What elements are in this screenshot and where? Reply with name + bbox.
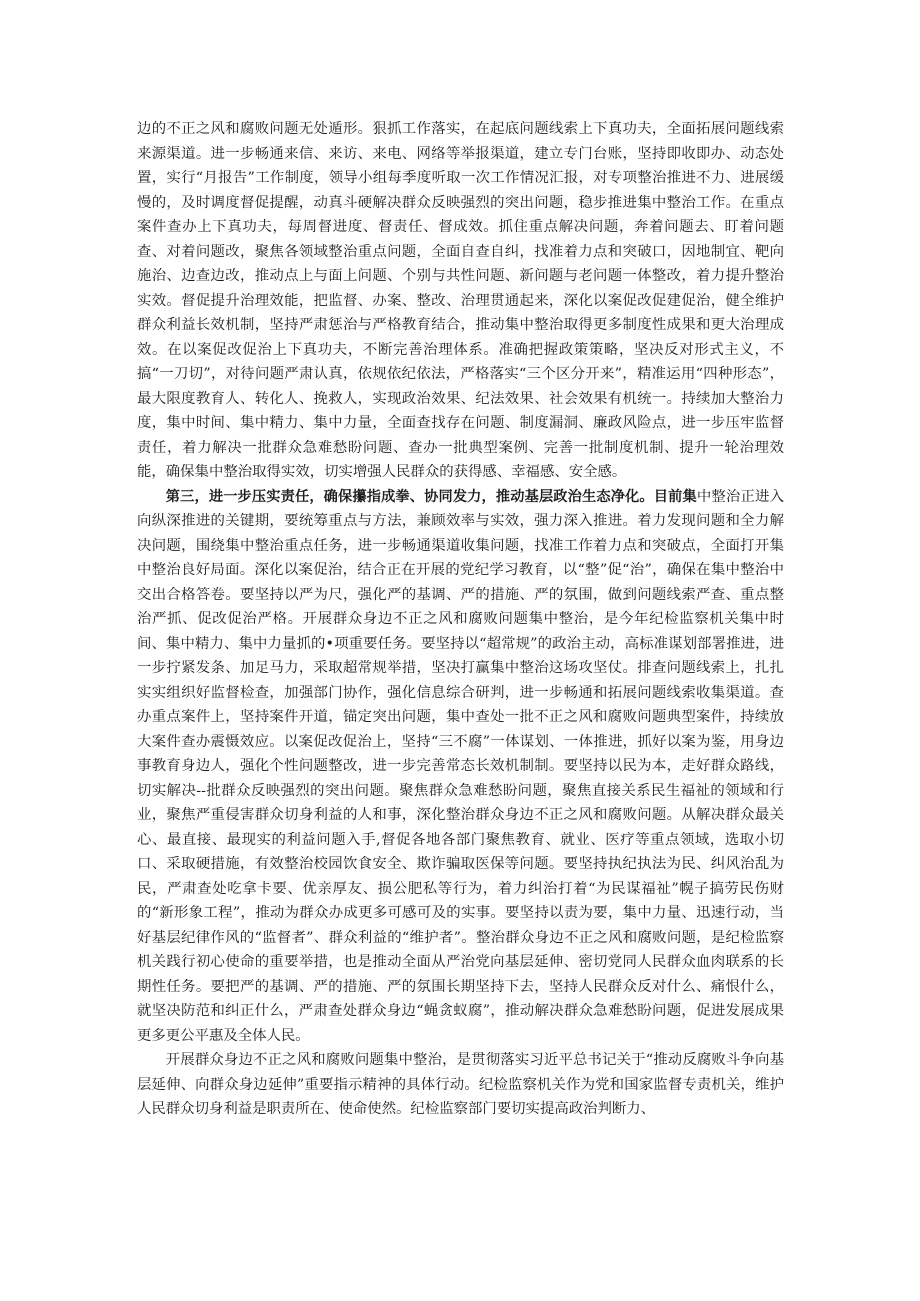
paragraph-2-lead: 第三，进一步压实责任，确保攥指成拳、协同发力，推动基层政治生态净化。目前集 [165, 488, 697, 505]
document-body [137, 117, 784, 1122]
paragraph-2-body: 中整治正进入向纵深推进的关键期，要统筹重点与方法，兼顾效率与实效，强力深入推进。着力发现问题和全力解决问题，围绕集中整治重点任务，进一步畅通渠道收集问题，找准工作着力点和突破点，全面打开集中整治良好局面。深化以案促治，结合正在开展的党纪学习教育，以“整”促“治”，确保在集中整治中交出合格答卷。要坚持以严为尺，强化严的基调、严的措施、严的氛围，做到问题线索严查、重点整治严抓、促改促治严格。开展群众身边不正之风和腐败问题集中整治，是今年纪检监察机关集中时间、集中精力、集中力量抓的•项重要任务。要坚持以“超常规”的政治主动，高标准谋划部署推进，进一步拧紧发条、加足马力，采取超常规举措，坚决打赢集中整治这场攻坚仗。排查问题线索上，扎扎实实组织好监督检查，加强部门协作，强化信息综合研判，进一步畅通和拓展问题线索收集渠道。查办重点案件上，坚持案件开道，锚定突出问题，集中查处一批不正之风和腐败问题典型案件，持续放大案件查办震慑效应。以案促改促治上，坚持“三不腐”一体谋划、一体推进，抓好以案为鉴，用身边事教育身边人，强化个性问题整改，进一步完善常态长效机制制。要坚持以民为本，走好群众路线，切实解决--批群众反映强烈的突出问题。聚焦群众急难愁盼问题，聚焦直接关系民生福祉的领域和行业，聚焦严重侵害群众切身利益的人和事，深化整治群众身边不正之风和腐败问题。从解决群众最关心、最直接、最现实的利益问题入手,督促各地各部门聚焦教育、就业、医疗等重点领域，选取小切口、采取硬措施，有效整治校园饮食安全、欺诈骗取医保等问题。要坚持执纪执法为民、纠风治乱为民，严肃查处吃拿卡要、优亲厚友、损公肥私等行为，着力纠治打着“为民谋福祉”幌子搞劳民伤财的“新形象工程”，推动为群众办成更多可感可及的实事。要坚持以责为要，集中力量、迅速行动，当好基层纪律作风的“监督者”、群众利益的“维护者”。整治群众身边不正之风和腐败问题，是纪检监察机关践行初心使命的重要举措，也是推动全面从严治党向基层延伸、密切党同人民群众血肉联系的长期性任务。要把严的基调、严的措施、严的氛围长期坚持下去，坚持人民群众反对什么、痛恨什么，就坚决防范和纠正什么，严肃查处群众身边“蝇贪蚁腐”，推动解决群众急难愁盼问题，促进发展成果更多更公平惠及全体人民。 [137, 488, 784, 1044]
paragraph-1: 边的不正之风和腐败问题无处遁形。狠抓工作落实，在起底问题线索上下真功夫，全面拓展问题线索来源渠道。进一步畅通来信、来访、来电、网络等举报渠道，建立专门台账，坚持即收即办、动态处置，实行“月报告”工作制度，领导小组每季度听取一次工作情况汇报，对专项整治推进不力、进展缓慢的，及时调度督促提醒，动真斗硬解决群众反映强烈的突出问题，稳步推进集中整治工作。在重点案件查办上下真功夫，每周督进度、督责任、督成效。抓住重点解决问题，奔着问题去、盯着问题查、对着问题改，聚焦各领域整治重点问题，全面自查自纠，找准着力点和突破口，因地制宜、靶向施治、边查边改，推动点上与面上问题、个别与共性问题、新问题与老问题一体整改，着力提升整治实效。督促提升治理效能，把监督、办案、整改、治理贯通起来，深化以案促改促建促治，健全维护群众利益长效机制，坚持严肃惩治与严格教育结合，推动集中整治取得更多制度性成果和更大治理成效。在以案促改促治上下真功夫，不断完善治理体系。准确把握政策策略，坚决反对形式主义，不搞“一刀切”，对待问题严肃认真，依规依纪依法，严格落实“三个区分开来”，精准运用“四种形态”，最大限度教育人、转化人、挽救人，实现政治效果、纪法效果、社会效果有机统一。持续加大整治力度，集中时间、集中精力、集中力量，全面查找存在问题、制度漏洞、廉政风险点，进一步压牢监督责任，着力解决一批群众急难愁盼问题、查办一批典型案例、完善一批制度机制、提升一轮治理效能，确保集中整治取得实效，切实增强人民群众的获得感、幸福感、安全感。 [137, 121, 784, 480]
paragraph-2 [137, 485, 784, 1049]
paragraph-3: 开展群众身边不正之风和腐败问题集中整治，是贯彻落实习近平总书记关于“推动反腐败斗争向基层延伸、向群众身边延伸”重要指示精神的具体行动。纪检监察机关作为党和国家监督专责机关，维护人民群众切身利益是职责所在、使命使然。纪检监察部门要切实提高政治判断力、 [137, 1052, 784, 1117]
